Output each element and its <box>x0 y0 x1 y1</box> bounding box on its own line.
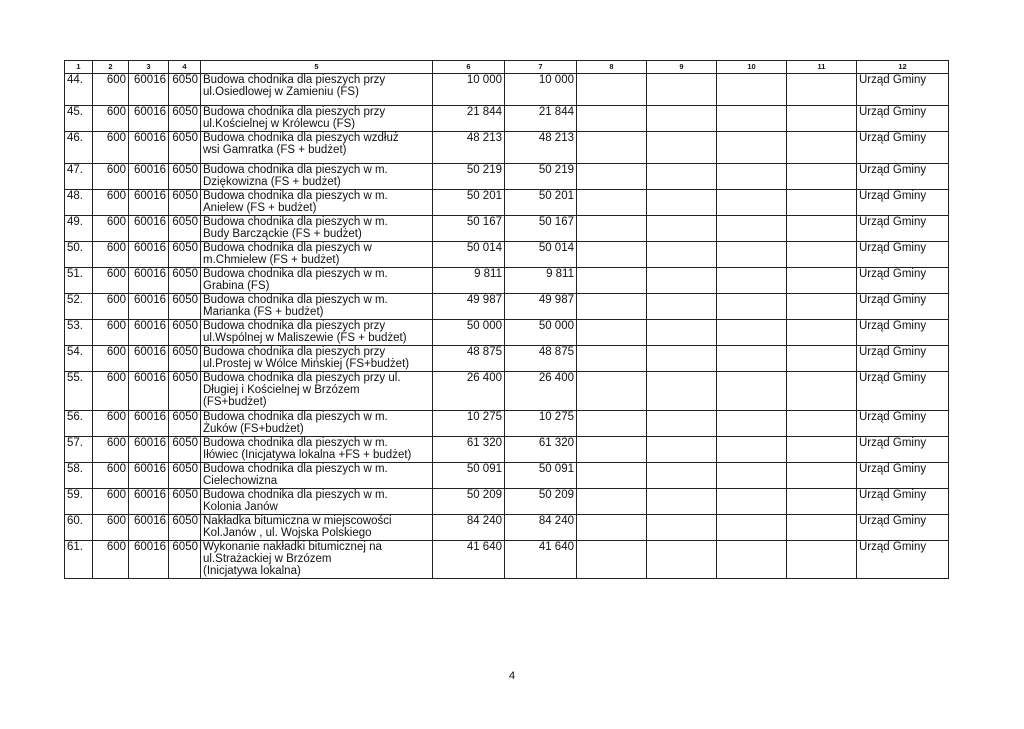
empty-col10 <box>717 294 787 320</box>
empty-col9 <box>647 164 717 190</box>
empty-col11 <box>787 242 857 268</box>
row-number: 60. <box>65 515 93 541</box>
empty-col9 <box>647 346 717 372</box>
table-row <box>65 216 949 242</box>
chapter-code: 60016 <box>129 132 169 164</box>
empty-col11 <box>787 346 857 372</box>
section-code: 600 <box>93 294 129 320</box>
empty-col9 <box>647 489 717 515</box>
paragraph-code: 6050 <box>169 463 201 489</box>
table-row <box>65 190 949 216</box>
task-name <box>201 74 433 106</box>
row-number: 52. <box>65 294 93 320</box>
row-number: 54. <box>65 346 93 372</box>
task-name-line: (Inicjatywa lokalna) <box>203 565 301 577</box>
paragraph-code: 6050 <box>169 242 201 268</box>
paragraph-code: 6050 <box>169 132 201 164</box>
empty-col11 <box>787 463 857 489</box>
row-number: 55. <box>65 372 93 411</box>
unit-name: Urząd Gminy <box>857 106 949 132</box>
value-col6: 50 209 <box>433 489 505 515</box>
row-number: 48. <box>65 190 93 216</box>
unit-name: Urząd Gminy <box>857 164 949 190</box>
unit-name: Urząd Gminy <box>857 346 949 372</box>
value-col7: 50 014 <box>505 242 577 268</box>
table-row <box>65 411 949 437</box>
empty-col9 <box>647 411 717 437</box>
empty-col8 <box>577 106 647 132</box>
chapter-code: 60016 <box>129 541 169 579</box>
empty-col9 <box>647 132 717 164</box>
row-number: 61. <box>65 541 93 579</box>
empty-col9 <box>647 515 717 541</box>
empty-col10 <box>717 515 787 541</box>
paragraph-code: 6050 <box>169 294 201 320</box>
col-header: 9 <box>647 61 717 74</box>
unit-name: Urząd Gminy <box>857 372 949 411</box>
table-row <box>65 294 949 320</box>
value-col6: 48 875 <box>433 346 505 372</box>
value-col6: 50 014 <box>433 242 505 268</box>
task-name-line: ul.Kościelnej w Królewcu (FS) <box>203 118 356 130</box>
task-name-line: Kol.Janów , ul. Wojska Polskiego <box>203 527 372 539</box>
empty-col11 <box>787 132 857 164</box>
task-name-line: Budowa chodnika dla pieszych w m. <box>203 268 388 280</box>
table-row <box>65 489 949 515</box>
task-name <box>201 463 433 489</box>
task-name <box>201 106 433 132</box>
value-col7: 10 275 <box>505 411 577 437</box>
empty-col9 <box>647 74 717 106</box>
empty-col10 <box>717 320 787 346</box>
chapter-code: 60016 <box>129 164 169 190</box>
value-col7: 61 320 <box>505 437 577 463</box>
task-name-line: Budowa chodnika dla pieszych w m. <box>203 437 388 449</box>
empty-col10 <box>717 74 787 106</box>
task-name <box>201 437 433 463</box>
task-name-line: Budowa chodnika dla pieszych w m. <box>203 216 388 228</box>
task-name <box>201 294 433 320</box>
value-col7: 50 091 <box>505 463 577 489</box>
empty-col9 <box>647 294 717 320</box>
unit-name: Urząd Gminy <box>857 437 949 463</box>
paragraph-code: 6050 <box>169 320 201 346</box>
value-col7: 50 000 <box>505 320 577 346</box>
chapter-code: 60016 <box>129 489 169 515</box>
col-header: 12 <box>857 61 949 74</box>
empty-col10 <box>717 541 787 579</box>
paragraph-code: 6050 <box>169 372 201 411</box>
empty-col10 <box>717 132 787 164</box>
value-col6: 10 000 <box>433 74 505 106</box>
row-number: 45. <box>65 106 93 132</box>
task-name-line: Anielew (FS + budżet) <box>203 202 317 214</box>
empty-col8 <box>577 320 647 346</box>
task-name-line: Budowa chodnika dla pieszych w m. <box>203 190 388 202</box>
chapter-code: 60016 <box>129 268 169 294</box>
task-name-line: ul.Prostej w Wólce Mińskiej (FS+budżet) <box>203 358 410 370</box>
table-row <box>65 320 949 346</box>
empty-col11 <box>787 164 857 190</box>
task-name-line: Żuków (FS+budżet) <box>203 423 304 435</box>
table-row <box>65 437 949 463</box>
value-col7: 49 987 <box>505 294 577 320</box>
empty-col8 <box>577 346 647 372</box>
empty-col11 <box>787 320 857 346</box>
unit-name: Urząd Gminy <box>857 463 949 489</box>
task-name <box>201 132 433 164</box>
value-col6: 50 167 <box>433 216 505 242</box>
empty-col9 <box>647 216 717 242</box>
task-name <box>201 489 433 515</box>
col-header: 6 <box>433 61 505 74</box>
chapter-code: 60016 <box>129 346 169 372</box>
empty-col10 <box>717 346 787 372</box>
value-col6: 84 240 <box>433 515 505 541</box>
value-col6: 49 987 <box>433 294 505 320</box>
value-col6: 61 320 <box>433 437 505 463</box>
empty-col8 <box>577 164 647 190</box>
row-number: 44. <box>65 74 93 106</box>
paragraph-code: 6050 <box>169 541 201 579</box>
task-name-line: ul.Osiedlowej w Zamieniu (FS) <box>203 86 359 98</box>
row-number: 53. <box>65 320 93 346</box>
value-col7: 48 213 <box>505 132 577 164</box>
row-number: 51. <box>65 268 93 294</box>
task-name-line: m.Chmielew (FS + budżet) <box>203 254 340 266</box>
task-name <box>201 320 433 346</box>
section-code: 600 <box>93 411 129 437</box>
empty-col8 <box>577 294 647 320</box>
task-name-line: Budowa chodnika dla pieszych wzdłuż <box>203 132 399 144</box>
value-col6: 41 640 <box>433 541 505 579</box>
value-col7: 50 209 <box>505 489 577 515</box>
empty-col11 <box>787 74 857 106</box>
task-name-line: Budowa chodnika dla pieszych w m. <box>203 294 388 306</box>
chapter-code: 60016 <box>129 106 169 132</box>
paragraph-code: 6050 <box>169 437 201 463</box>
task-name <box>201 216 433 242</box>
empty-col8 <box>577 489 647 515</box>
value-col6: 10 275 <box>433 411 505 437</box>
chapter-code: 60016 <box>129 437 169 463</box>
empty-col11 <box>787 190 857 216</box>
value-col6: 50 000 <box>433 320 505 346</box>
section-code: 600 <box>93 268 129 294</box>
task-name-line: Iłówiec (Inicjatywa lokalna +FS + budżet) <box>203 449 412 461</box>
value-col7: 84 240 <box>505 515 577 541</box>
empty-col10 <box>717 268 787 294</box>
empty-col10 <box>717 216 787 242</box>
section-code: 600 <box>93 541 129 579</box>
empty-col8 <box>577 268 647 294</box>
chapter-code: 60016 <box>129 216 169 242</box>
table-row <box>65 541 949 579</box>
row-number: 46. <box>65 132 93 164</box>
task-name <box>201 541 433 579</box>
page-number: 4 <box>508 670 516 682</box>
paragraph-code: 6050 <box>169 268 201 294</box>
task-name-line: Wykonanie nakładki bitumicznej na <box>203 541 382 553</box>
unit-name: Urząd Gminy <box>857 242 949 268</box>
section-code: 600 <box>93 132 129 164</box>
empty-col8 <box>577 372 647 411</box>
chapter-code: 60016 <box>129 463 169 489</box>
empty-col10 <box>717 411 787 437</box>
empty-col8 <box>577 132 647 164</box>
paragraph-code: 6050 <box>169 190 201 216</box>
task-name-line: Budowa chodnika dla pieszych przy <box>203 106 386 118</box>
chapter-code: 60016 <box>129 74 169 106</box>
value-col7: 26 400 <box>505 372 577 411</box>
section-code: 600 <box>93 74 129 106</box>
section-code: 600 <box>93 346 129 372</box>
table-row <box>65 132 949 164</box>
table-row <box>65 463 949 489</box>
section-code: 600 <box>93 463 129 489</box>
chapter-code: 60016 <box>129 294 169 320</box>
paragraph-code: 6050 <box>169 489 201 515</box>
chapter-code: 60016 <box>129 320 169 346</box>
empty-col10 <box>717 463 787 489</box>
task-name <box>201 515 433 541</box>
row-number: 58. <box>65 463 93 489</box>
empty-col11 <box>787 268 857 294</box>
unit-name: Urząd Gminy <box>857 294 949 320</box>
col-header: 1 <box>65 61 93 74</box>
value-col6: 50 091 <box>433 463 505 489</box>
row-number: 47. <box>65 164 93 190</box>
value-col7: 48 875 <box>505 346 577 372</box>
task-name-line: (FS+budżet) <box>203 396 267 408</box>
section-code: 600 <box>93 515 129 541</box>
task-name <box>201 242 433 268</box>
empty-col9 <box>647 190 717 216</box>
row-number: 56. <box>65 411 93 437</box>
paragraph-code: 6050 <box>169 216 201 242</box>
col-header: 11 <box>787 61 857 74</box>
task-name-line: Nakładka bitumiczna w miejscowości <box>203 515 392 527</box>
task-name-line: ul.Strażackiej w Brzózem <box>203 553 332 565</box>
task-name-line: Budowa chodnika dla pieszych w m. <box>203 164 388 176</box>
table-row <box>65 346 949 372</box>
task-name <box>201 372 433 411</box>
empty-col11 <box>787 216 857 242</box>
section-code: 600 <box>93 437 129 463</box>
empty-col10 <box>717 437 787 463</box>
empty-col11 <box>787 411 857 437</box>
row-number: 59. <box>65 489 93 515</box>
col-header: 7 <box>505 61 577 74</box>
section-code: 600 <box>93 216 129 242</box>
col-header: 3 <box>129 61 169 74</box>
section-code: 600 <box>93 106 129 132</box>
task-name-line: Budowa chodnika dla pieszych w <box>203 242 372 254</box>
empty-col11 <box>787 437 857 463</box>
empty-col8 <box>577 463 647 489</box>
empty-col8 <box>577 74 647 106</box>
section-code: 600 <box>93 164 129 190</box>
budget-table <box>64 60 949 579</box>
table-row <box>65 372 949 411</box>
empty-col11 <box>787 541 857 579</box>
task-name-line: Cielechowizna <box>203 475 278 487</box>
table-row <box>65 106 949 132</box>
paragraph-code: 6050 <box>169 164 201 190</box>
empty-col10 <box>717 242 787 268</box>
task-name-line: Budowa chodnika dla pieszych przy <box>203 346 386 358</box>
col-header: 2 <box>93 61 129 74</box>
table-row <box>65 242 949 268</box>
paragraph-code: 6050 <box>169 74 201 106</box>
value-col6: 26 400 <box>433 372 505 411</box>
empty-col8 <box>577 190 647 216</box>
section-code: 600 <box>93 372 129 411</box>
column-number-row <box>65 61 949 74</box>
empty-col11 <box>787 372 857 411</box>
unit-name: Urząd Gminy <box>857 515 949 541</box>
empty-col9 <box>647 320 717 346</box>
col-header: 4 <box>169 61 201 74</box>
task-name-line: Grabina (FS) <box>203 280 270 292</box>
empty-col9 <box>647 106 717 132</box>
task-name-line: wsi Gamratka (FS + budżet) <box>203 144 347 156</box>
empty-col9 <box>647 437 717 463</box>
value-col6: 50 219 <box>433 164 505 190</box>
value-col6: 50 201 <box>433 190 505 216</box>
task-name <box>201 268 433 294</box>
task-name-line: Dziękowizna (FS + budżet) <box>203 176 341 188</box>
task-name-line: ul.Wspólnej w Maliszewie (FS + budżet) <box>203 332 407 344</box>
paragraph-code: 6050 <box>169 411 201 437</box>
task-name-line: Kolonia Janów <box>203 501 278 513</box>
unit-name: Urząd Gminy <box>857 268 949 294</box>
task-name-line: Budowa chodnika dla pieszych przy ul. <box>203 372 401 384</box>
section-code: 600 <box>93 190 129 216</box>
empty-col8 <box>577 242 647 268</box>
empty-col8 <box>577 541 647 579</box>
section-code: 600 <box>93 489 129 515</box>
value-col6: 21 844 <box>433 106 505 132</box>
empty-col9 <box>647 242 717 268</box>
empty-col8 <box>577 515 647 541</box>
table-row <box>65 164 949 190</box>
empty-col11 <box>787 294 857 320</box>
value-col7: 41 640 <box>505 541 577 579</box>
task-name-line: Budowa chodnika dla pieszych przy <box>203 74 386 86</box>
unit-name: Urząd Gminy <box>857 411 949 437</box>
empty-col8 <box>577 437 647 463</box>
row-number: 57. <box>65 437 93 463</box>
value-col6: 9 811 <box>433 268 505 294</box>
chapter-code: 60016 <box>129 372 169 411</box>
col-header: 5 <box>201 61 433 74</box>
paragraph-code: 6050 <box>169 515 201 541</box>
task-name-line: Budy Barcząckie (FS + budżet) <box>203 228 362 240</box>
chapter-code: 60016 <box>129 411 169 437</box>
task-name <box>201 190 433 216</box>
chapter-code: 60016 <box>129 190 169 216</box>
task-name-line: Marianka (FS + budżet) <box>203 306 324 318</box>
task-name-line: Budowa chodnika dla pieszych przy <box>203 320 386 332</box>
value-col7: 10 000 <box>505 74 577 106</box>
section-code: 600 <box>93 242 129 268</box>
chapter-code: 60016 <box>129 242 169 268</box>
empty-col10 <box>717 489 787 515</box>
empty-col10 <box>717 190 787 216</box>
unit-name: Urząd Gminy <box>857 320 949 346</box>
paragraph-code: 6050 <box>169 106 201 132</box>
value-col7: 50 219 <box>505 164 577 190</box>
col-header: 8 <box>577 61 647 74</box>
empty-col10 <box>717 164 787 190</box>
unit-name: Urząd Gminy <box>857 74 949 106</box>
task-name-line: Budowa chodnika dla pieszych w m. <box>203 411 388 423</box>
value-col7: 21 844 <box>505 106 577 132</box>
unit-name: Urząd Gminy <box>857 190 949 216</box>
empty-col9 <box>647 268 717 294</box>
empty-col8 <box>577 216 647 242</box>
task-name <box>201 411 433 437</box>
row-number: 50. <box>65 242 93 268</box>
empty-col10 <box>717 106 787 132</box>
row-number: 49. <box>65 216 93 242</box>
value-col7: 9 811 <box>505 268 577 294</box>
unit-name: Urząd Gminy <box>857 541 949 579</box>
empty-col11 <box>787 515 857 541</box>
table-row <box>65 515 949 541</box>
empty-col9 <box>647 463 717 489</box>
empty-col11 <box>787 489 857 515</box>
empty-col9 <box>647 541 717 579</box>
task-name <box>201 346 433 372</box>
col-header: 10 <box>717 61 787 74</box>
chapter-code: 60016 <box>129 515 169 541</box>
task-name-line: Budowa chodnika dla pieszych w m. <box>203 463 388 475</box>
task-name-line: Długiej i Kościelnej w Brzózem <box>203 384 360 396</box>
unit-name: Urząd Gminy <box>857 132 949 164</box>
empty-col10 <box>717 372 787 411</box>
value-col6: 48 213 <box>433 132 505 164</box>
unit-name: Urząd Gminy <box>857 489 949 515</box>
table-row <box>65 268 949 294</box>
value-col7: 50 167 <box>505 216 577 242</box>
task-name <box>201 164 433 190</box>
empty-col9 <box>647 372 717 411</box>
empty-col11 <box>787 106 857 132</box>
section-code: 600 <box>93 320 129 346</box>
table-row <box>65 74 949 106</box>
value-col7: 50 201 <box>505 190 577 216</box>
task-name-line: Budowa chodnika dla pieszych w m. <box>203 489 388 501</box>
unit-name: Urząd Gminy <box>857 216 949 242</box>
paragraph-code: 6050 <box>169 346 201 372</box>
empty-col8 <box>577 411 647 437</box>
